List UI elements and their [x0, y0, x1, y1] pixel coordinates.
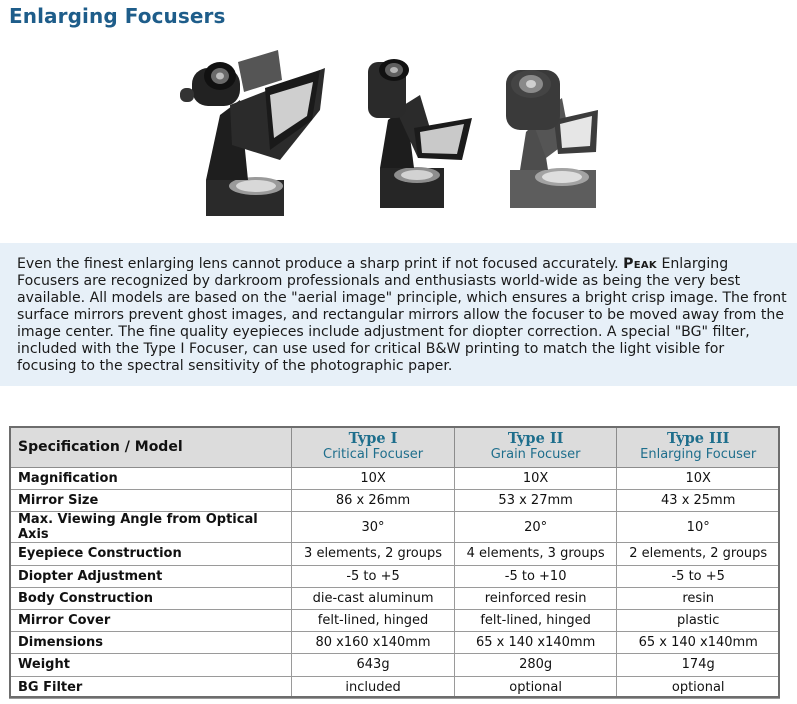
table-row — [10, 587, 780, 609]
row-label: Mirror Cover — [10, 609, 292, 631]
brand-name: Peak — [623, 256, 657, 272]
row-label: Mirror Size — [10, 490, 292, 512]
model-type-i — [292, 427, 455, 468]
type-iii-focuser-image — [506, 70, 598, 208]
table-cell: 53 x 27mm — [454, 490, 617, 512]
page-title: Enlarging Focusers — [9, 4, 226, 28]
model-subtitle: Grain Focuser — [490, 447, 581, 462]
table-header-row — [10, 427, 780, 468]
table-cell: -5 to +10 — [454, 565, 617, 587]
specification-table — [9, 426, 780, 699]
row-label: Dimensions — [10, 632, 292, 654]
table-row — [10, 632, 780, 654]
table-cell: plastic — [617, 609, 780, 631]
table-cell: 2 elements, 2 groups — [617, 543, 780, 565]
table-cell: 280g — [454, 654, 617, 676]
row-label: Body Construction — [10, 587, 292, 609]
table-cell: 10° — [617, 512, 780, 543]
table-cell: felt-lined, hinged — [454, 609, 617, 631]
table-cell: optional — [617, 676, 780, 698]
row-label: Max. Viewing Angle from Optical Axis — [10, 512, 292, 543]
intro-paragraph — [0, 243, 797, 386]
table-cell: optional — [454, 676, 617, 698]
model-name: Type II — [507, 430, 564, 447]
table-cell: die-cast aluminum — [292, 587, 455, 609]
row-label: Eyepiece Construction — [10, 543, 292, 565]
table-cell: -5 to +5 — [292, 565, 455, 587]
table-cell: 80 x160 x140mm — [292, 632, 455, 654]
row-label: BG Filter — [10, 676, 292, 698]
table-cell: 65 x 140 x140mm — [454, 632, 617, 654]
header-label: Specification / Model — [10, 427, 292, 468]
table-row — [10, 609, 780, 631]
table-cell: 30° — [292, 512, 455, 543]
table-row — [10, 565, 780, 587]
table-cell: felt-lined, hinged — [292, 609, 455, 631]
row-label: Weight — [10, 654, 292, 676]
model-name: Type III — [667, 430, 730, 447]
type-ii-focuser-image — [368, 59, 472, 208]
table-row — [10, 512, 780, 543]
table-body — [10, 468, 780, 699]
table-cell: included — [292, 676, 455, 698]
model-type-ii — [454, 427, 617, 468]
table-cell: 10X — [454, 468, 617, 490]
table-row — [10, 654, 780, 676]
model-subtitle: Critical Focuser — [323, 447, 424, 462]
model-name: Type I — [348, 430, 398, 447]
table-cell: 86 x 26mm — [292, 490, 455, 512]
table-row — [10, 543, 780, 565]
table-cell: reinforced resin — [454, 587, 617, 609]
table-cell: 10X — [617, 468, 780, 490]
type-i-focuser-image — [180, 50, 325, 216]
table-row — [10, 490, 780, 512]
table-cell: 65 x 140 x140mm — [617, 632, 780, 654]
table-row — [10, 676, 780, 698]
table-cell: 10X — [292, 468, 455, 490]
table-cell: 43 x 25mm — [617, 490, 780, 512]
model-subtitle: Enlarging Focuser — [640, 447, 757, 462]
focusers-product-photo — [170, 40, 620, 220]
table-cell: 643g — [292, 654, 455, 676]
table-cell: 4 elements, 3 groups — [454, 543, 617, 565]
table-cell: resin — [617, 587, 780, 609]
intro-text-rest: Enlarging Focusers are recognized by darkroom professionals and enthusiasts world-wide as being the very best available. All models are based on the "aerial image" principle, which ensures a bright crisp image. The front surface mirrors prevent ghost images, and rectangular mirrors allow the focuser to be moved away from the image center. The fine quality eyepieces include adjustment for diopter correction. A special "BG" filter, included with the Type I Focuser, can use used for critical B&W printing to match the light visible for focusing to the spectral sensitivity of the photographic paper. — [17, 256, 787, 374]
table-cell: 3 elements, 2 groups — [292, 543, 455, 565]
intro-text-start: Even the finest enlarging lens cannot produce a sharp print if not focused accurately. — [17, 256, 624, 272]
row-label: Diopter Adjustment — [10, 565, 292, 587]
table-row — [10, 468, 780, 490]
row-label: Magnification — [10, 468, 292, 490]
model-type-iii — [617, 427, 780, 468]
table-cell: 20° — [454, 512, 617, 543]
table-cell: 174g — [617, 654, 780, 676]
table-cell: -5 to +5 — [617, 565, 780, 587]
